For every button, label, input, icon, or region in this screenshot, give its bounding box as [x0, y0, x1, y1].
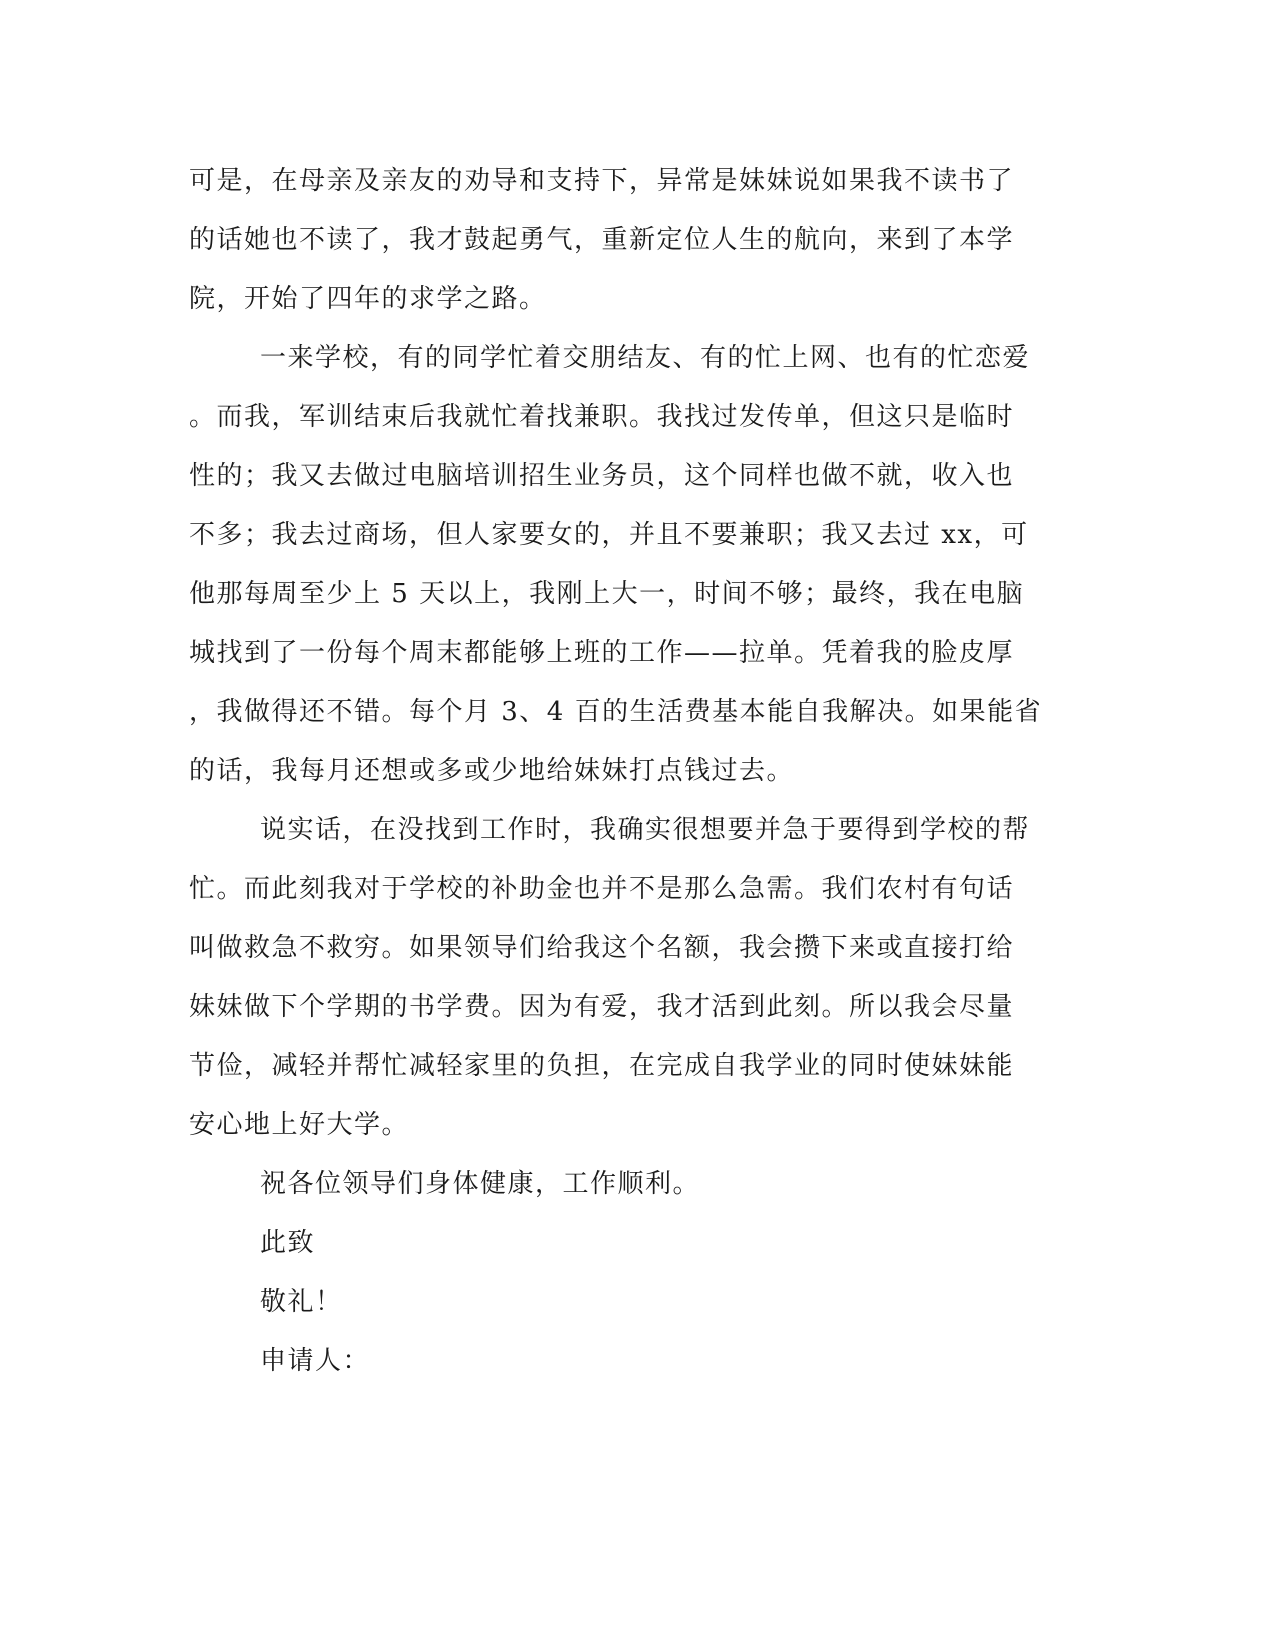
closing-salutation: 此致 — [260, 1228, 316, 1258]
body-text-line: 的话她也不读了，我才鼓起勇气，重新定位人生的航向，来到了本学 — [189, 225, 1015, 255]
paragraph-first-line: 一来学校，有的同学忙着交朋结友、有的忙上网、也有的忙恋爱 — [260, 343, 1031, 373]
body-text-line: 安心地上好大学。 — [189, 1110, 410, 1140]
body-text-line: 城找到了一份每个周末都能够上班的工作——拉单。凭着我的脸皮厚 — [189, 638, 1015, 668]
body-text-line: 叫做救急不救穷。如果领导们给我这个名额，我会攒下来或直接打给 — [189, 933, 1015, 963]
closing-regards: 敬礼！ — [260, 1287, 343, 1317]
applicant-signature-label: 申请人： — [260, 1346, 371, 1376]
body-text-line: 可是，在母亲及亲友的劝导和支持下，异常是妹妹说如果我不读书了 — [189, 166, 1015, 196]
body-text-line: 。而我，军训结束后我就忙着找兼职。我找过发传单，但这只是临时 — [189, 402, 1015, 432]
body-text-line: 性的；我又去做过电脑培训招生业务员，这个同样也做不就，收入也 — [189, 461, 1015, 491]
body-text-line: 妹妹做下个学期的书学费。因为有爱，我才活到此刻。所以我会尽量 — [189, 992, 1015, 1022]
body-text-line: ，我做得还不错。每个月 3、4 百的生活费基本能自我解决。如果能省 — [189, 697, 1043, 727]
body-text-line: 院，开始了四年的求学之路。 — [189, 284, 547, 314]
body-text-line: 他那每周至少上 5 天以上，我刚上大一，时间不够；最终，我在电脑 — [189, 579, 1025, 609]
body-text-line: 的话，我每月还想或多或少地给妹妹打点钱过去。 — [189, 756, 795, 786]
body-text-line: 节俭，减轻并帮忙减轻家里的负担，在完成自我学业的同时使妹妹能 — [189, 1051, 1015, 1081]
body-text-line: 不多；我去过商场，但人家要女的，并且不要兼职；我又去过 xx，可 — [189, 520, 1029, 550]
closing-wishes: 祝各位领导们身体健康，工作顺利。 — [260, 1169, 701, 1199]
body-text-line: 忙。而此刻我对于学校的补助金也并不是那么急需。我们农村有句话 — [189, 874, 1015, 904]
paragraph-first-line: 说实话，在没找到工作时，我确实很想要并急于要得到学校的帮 — [260, 815, 1031, 845]
